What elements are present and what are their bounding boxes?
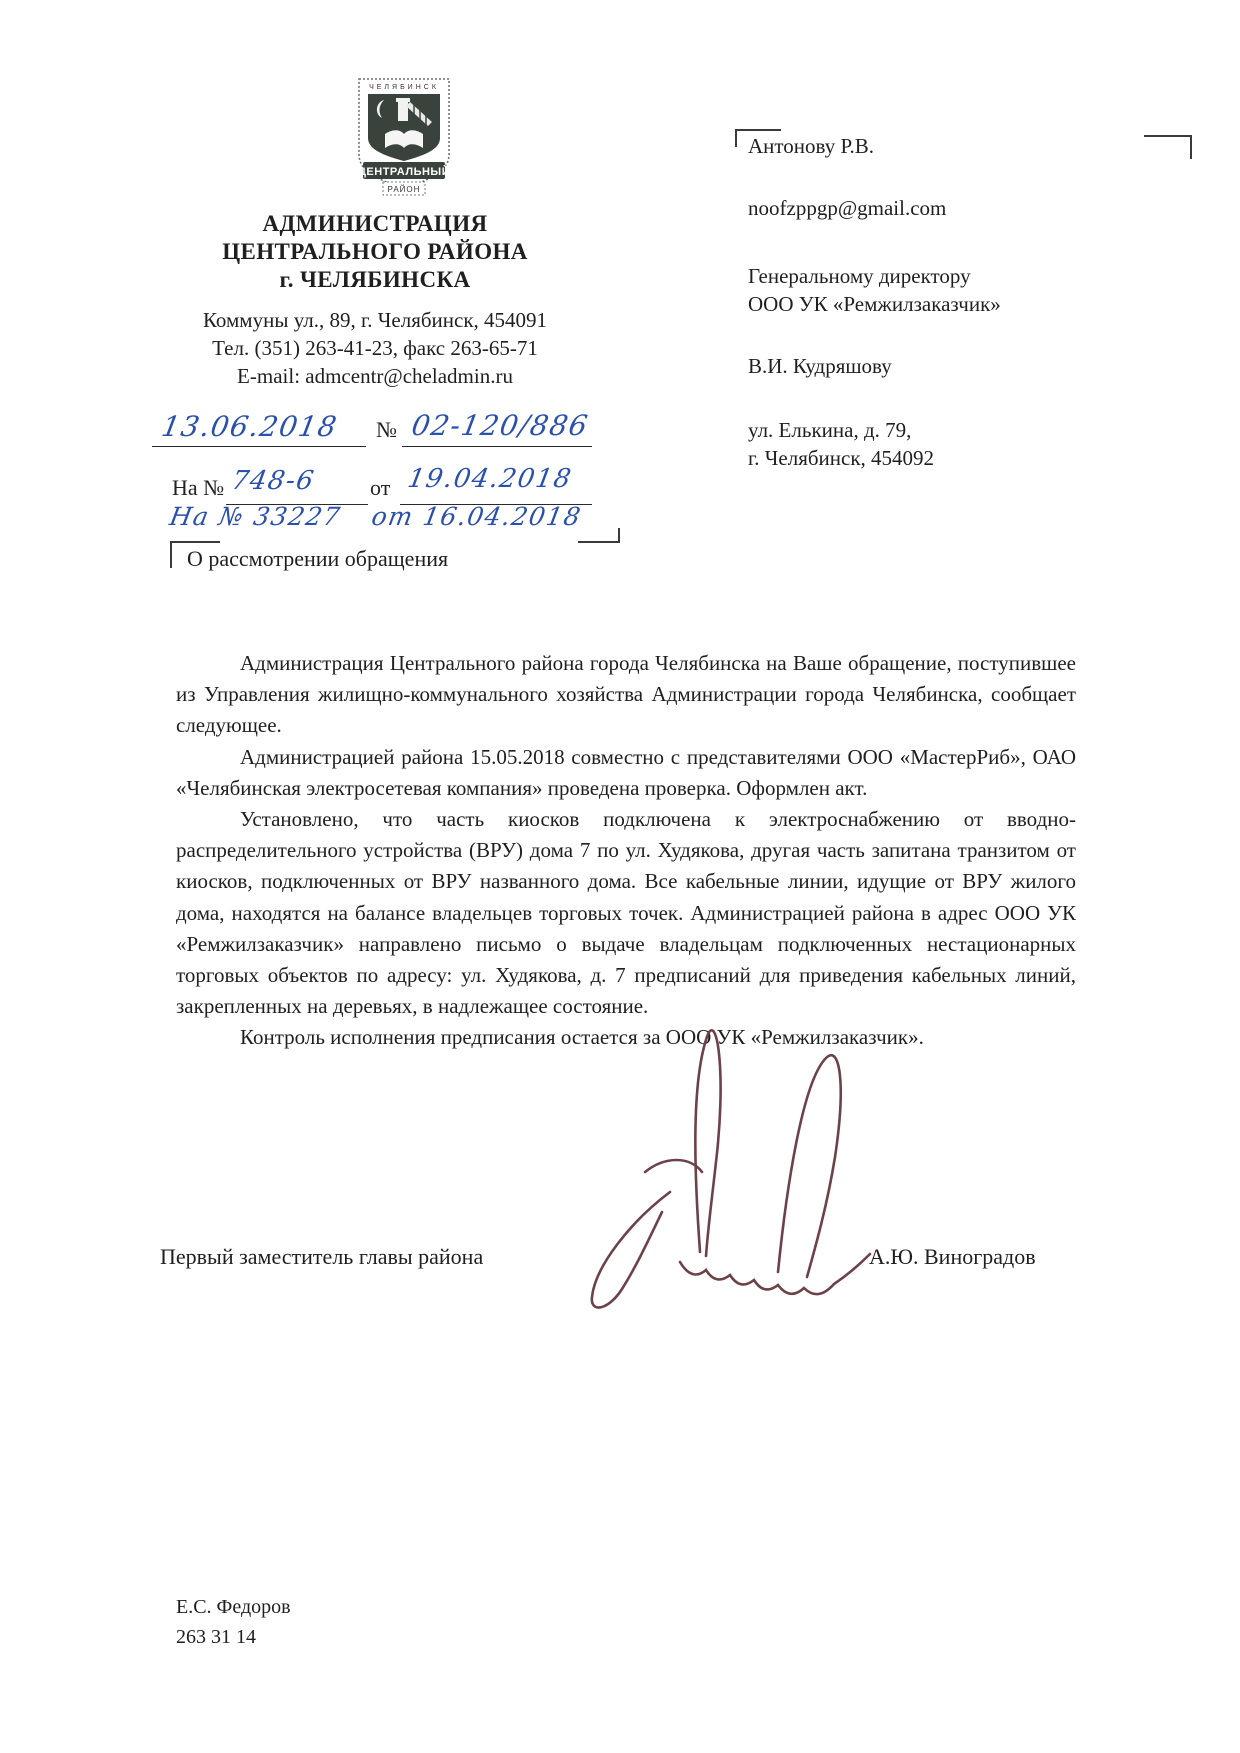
reply-number-handwritten: 748-6	[229, 466, 318, 496]
signer-name: А.Ю. Виноградов	[869, 1244, 1036, 1269]
recipient-position-line2: ООО УК «Ремжилзаказчик»	[748, 292, 1001, 316]
recipient-position-line1: Генеральному директору	[748, 264, 971, 288]
recipient-email: noofzppgp@gmail.com	[748, 196, 947, 220]
date-underline	[152, 446, 366, 447]
recipient-address-line1: ул. Елькина, д. 79,	[748, 418, 912, 442]
reply-from-label: от	[370, 475, 391, 500]
signature-initial-curl	[645, 1160, 702, 1172]
reply-to-label: На №	[172, 475, 225, 500]
recipient-address-line2: г. Челябинск, 454092	[748, 446, 935, 470]
org-name-line2: ЦЕНТРАЛЬНОГО РАЙОНА	[222, 239, 528, 264]
letter-body	[176, 648, 1076, 1054]
signer-position: Первый заместитель главы района	[160, 1244, 484, 1269]
number-underline	[402, 446, 592, 447]
recipient-director-name: В.И. Кудряшову	[748, 354, 892, 378]
executor-block	[176, 1592, 291, 1652]
coat-of-arms-emblem	[354, 74, 454, 200]
subject-line: О рассмотрении обращения	[187, 546, 449, 571]
body-paragraph-1: Администрация Центрального района города Челябинска на Ваше обращение, поступившее из Управления жилищно-коммунального хозяйства Администрации города Челябинска, сообщает следующее.	[176, 651, 1076, 738]
letterhead-email: E-mail: admcentr@cheladmin.ru	[237, 364, 513, 388]
subject-corner-mark-right	[578, 528, 620, 543]
outgoing-number-handwritten: 02-120/886	[409, 409, 592, 442]
executor-name: Е.С. Федоров	[176, 1596, 291, 1618]
body-paragraph-2: Администрацией района 15.05.2018 совместно с представителями ООО «МастерРиб», ОАО «Челябинская электросетевая компания» проведена проверка. Оформлен акт.	[176, 744, 1076, 800]
emblem-tower-top	[396, 98, 410, 102]
org-name-line3: г. ЧЕЛЯБИНСКА	[279, 267, 471, 292]
org-name-line1: АДМИНИСТРАЦИЯ	[262, 211, 488, 236]
reply-date-handwritten: 19.04.2018	[405, 464, 575, 494]
signature-tall-loop-1	[695, 1030, 720, 1256]
emblem-banner-text: ЦЕНТРАЛЬНЫЙ	[357, 166, 451, 178]
recipient-corner-mark-right	[1144, 135, 1192, 159]
outgoing-date-handwritten: 13.06.2018	[159, 410, 341, 443]
extra-reply-date-handwritten: от 16.04.2018	[369, 502, 584, 531]
body-paragraph-4: Контроль исполнения предписания остается за ООО УК «Ремжилзаказчик».	[240, 1025, 924, 1050]
signature-wave	[680, 1254, 870, 1294]
letterhead-contacts	[168, 306, 582, 390]
signature-left-loop	[592, 1192, 670, 1307]
number-sign-label: №	[376, 417, 397, 442]
letterhead-phone: Тел. (351) 263-41-23, факс 263-65-71	[212, 336, 538, 360]
extra-reply-number-handwritten: На № 33227	[167, 502, 344, 531]
emblem-tab-text: РАЙОН	[387, 185, 421, 194]
emblem-city-text: ЧЕЛЯБИНСК	[369, 84, 439, 91]
letterhead-address: Коммуны ул., 89, г. Челябинск, 454091	[202, 308, 548, 332]
signature-tall-loop-2	[778, 1055, 841, 1277]
handwritten-signature	[550, 1020, 895, 1312]
body-paragraph-3: Установлено, что часть киосков подключена к электроснабжению от вводно-распределительного устройства (ВРУ) дома 7 по ул. Худякова, другая часть запитана транзитом от киосков, подключенных от ВРУ названного дома. Все кабельные линии, идущие от ВРУ жилого дома, находятся на балансе владельцев торговых точек. Администрацией района в адрес ООО УК «Ремжилзаказчик» направлено письмо о выдаче владельцам подключенных нестационарных торговых объектов по адресу: ул. Худякова, д. 7 предписаний для приведения кабельных линий, закрепленных на деревьях, в надлежащее состояние.	[176, 807, 1076, 1019]
executor-phone: 263 31 14	[176, 1626, 256, 1648]
letterhead	[168, 210, 582, 294]
emblem-tower	[398, 101, 408, 121]
recipient-name: Антонову Р.В.	[748, 134, 875, 158]
